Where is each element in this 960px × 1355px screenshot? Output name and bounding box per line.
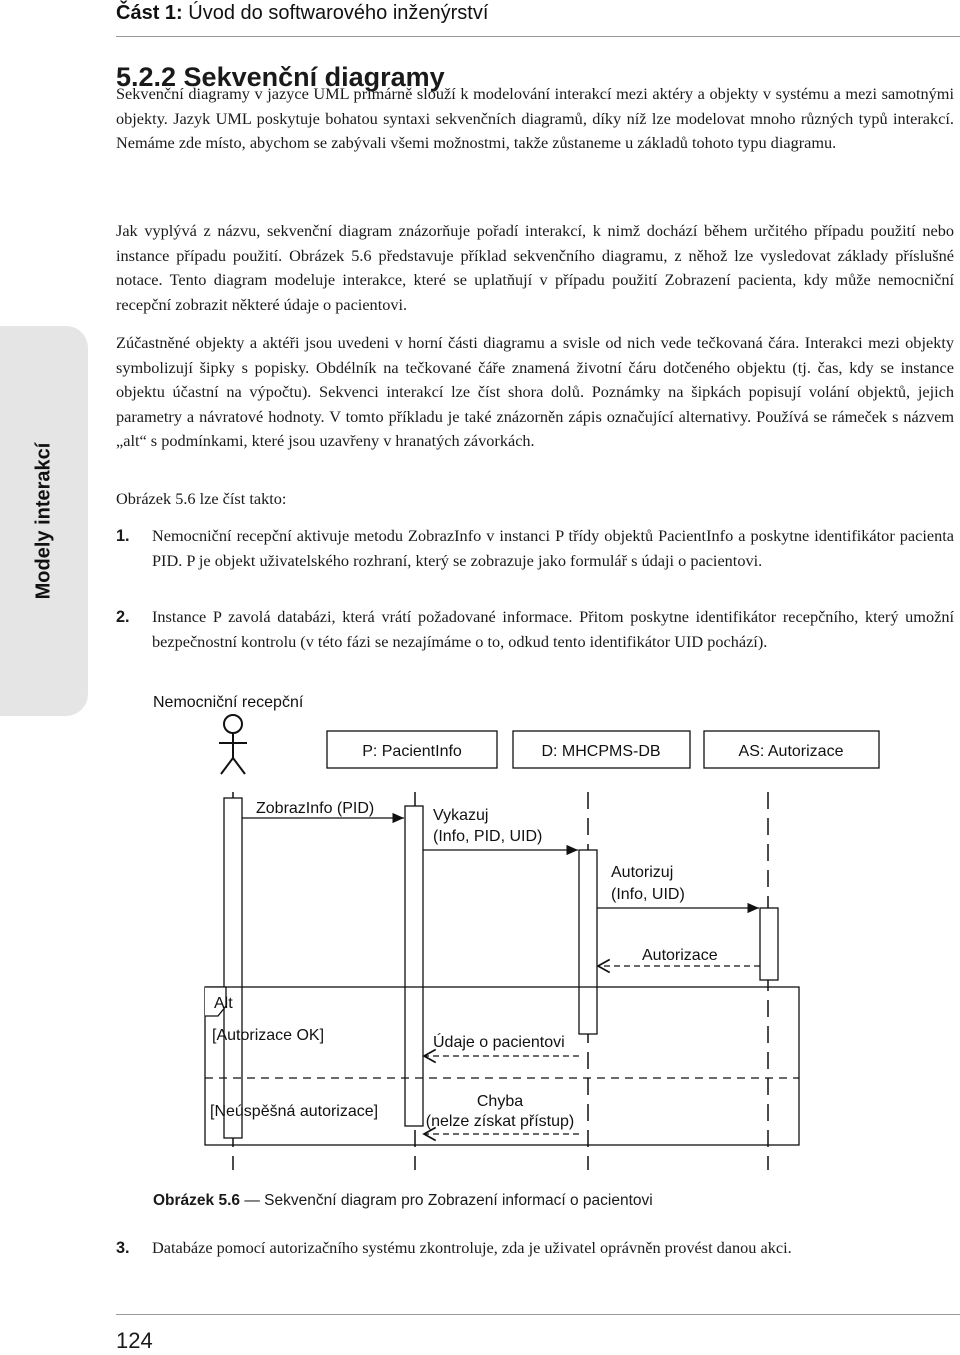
- list-item-2: [116, 605, 954, 654]
- alt-guard-fail: [Neúspěšná autorizace]: [210, 1103, 379, 1120]
- message-label-chyba-2: (nelze získat přístup): [425, 1113, 575, 1130]
- object-box-d: [513, 731, 690, 768]
- list-text: Nemocniční recepční aktivuje metodu ZobrazInfo v instanci P třídy objektů PacientInfo a poskytne identifikátor pacienta PID. P je objekt uživatelského rozhraní, který se zobrazuje jako formulář s údaji o pacientovi.: [152, 526, 954, 570]
- list-text: Databáze pomocí autorizačního systému zkontroluje, zda je uživatel oprávněn provést danou akci.: [152, 1238, 792, 1257]
- header-title: Úvod do softwarového inženýrství: [188, 2, 489, 24]
- object-box-p: [327, 731, 497, 768]
- activation-as: [760, 908, 778, 980]
- message-label-autorizace: Autorizace: [642, 947, 718, 964]
- actor-label: Nemocniční recepční: [153, 694, 304, 711]
- list-number: 2.: [116, 608, 130, 626]
- side-tab-label: Modely interakcí: [32, 442, 55, 600]
- message-label-zobrazinfo: ZobrazInfo (PID): [256, 800, 375, 817]
- figure-caption-label: Obrázek 5.6: [153, 1192, 241, 1209]
- message-label-autorizuj-1: Autorizuj: [611, 864, 674, 881]
- header-part: Část 1:: [116, 2, 183, 24]
- header-rule: [116, 36, 960, 37]
- object-label-as: AS: Autorizace: [738, 743, 844, 760]
- message-label-autorizuj-2: (Info, UID): [611, 886, 685, 903]
- actor-stick-figure-icon: [219, 715, 247, 774]
- caption-dash: —: [244, 1192, 265, 1209]
- object-box-as: [704, 731, 879, 768]
- figure-caption: [153, 1192, 653, 1210]
- list-item-3: [116, 1236, 954, 1261]
- sequence-diagram: [0, 680, 960, 1190]
- message-label-vykazuj-2: (Info, PID, UID): [433, 828, 543, 845]
- message-label-udaje: Údaje o pacientovi: [433, 1034, 565, 1051]
- paragraph-4: Obrázek 5.6 lze číst takto:: [116, 489, 287, 508]
- list-item-1: [116, 524, 954, 573]
- list-number: 3.: [116, 1239, 130, 1257]
- object-label-d: D: MHCPMS-DB: [541, 743, 661, 760]
- activation-actor: [224, 798, 242, 1138]
- list-text: Instance P zavolá databázi, která vrátí požadované informace. Přitom poskytne identifikátor recepčního, který umožní bezpečnostní kontrolu (v této fázi se nezajímáme o to, odkud tento identifikátor UID pochází).: [152, 607, 954, 651]
- section-title: 5.2.2 Sekvenční diagramy: [116, 62, 445, 92]
- footer-rule: [116, 1314, 960, 1315]
- object-label-p: P: PacientInfo: [362, 743, 462, 760]
- paragraph-2: Jak vyplývá z názvu, sekvenční diagram znázorňuje pořadí interakcí, k nimž dochází během určitého případu použití nebo instance případu použití. Obrázek 5.6 představuje příklad sekvenčního diagramu, z něhož lze vysledovat základy příslušné notace. Tento diagram modeluje interakce, které se uplatňují v případu použití Zobrazení pacienta, kdy může nemocniční recepční zobrazit některé údaje o pacientovi.: [116, 221, 954, 314]
- page-number: 124: [116, 1328, 153, 1353]
- paragraph-3: Zúčastněné objekty a aktéři jsou uvedeni v horní části diagramu a svisle od nich vede tečkovaná čára. Interakci mezi objekty symbolizují šipky s popisky. Obdélník na tečkované čáře znamená životní čáru dotčeného objektu (tj. čas, kdy se instance objektu účastní na výpočtu). Sekvenci interakcí lze číst shora dolů. Poznámky na šipkách popisují volání objektů, jejich parametry a návratové hodnoty. V tomto příkladu je také znázorněn zápis označující alternativy. Používá se rámeček s názvem „alt“ s podmínkami, které jsou uzavřeny v hranatých závorkách.: [116, 333, 954, 451]
- alt-guard-ok: [Autorizace OK]: [212, 1027, 325, 1044]
- paragraph-1: Sekvenční diagramy v jazyce UML primárně slouží k modelování interakcí mezi aktéry a objekty v systému a mezi samotnými objekty. Jazyk UML poskytuje bohatou syntaxi sekvenčních diagramů, díky níž lze modelovat mnoho různých typů interakcí. Nemáme zde místo, abychom se zabývali všemi možnostmi, takže zůstaneme u základů tohoto typu diagramu.: [116, 84, 954, 153]
- alt-frame-label: Alt: [214, 995, 233, 1012]
- list-number: 1.: [116, 527, 130, 545]
- message-label-vykazuj-1: Vykazuj: [433, 807, 489, 824]
- running-header: [116, 2, 488, 25]
- message-label-chyba-1: Chyba: [476, 1093, 524, 1110]
- activation-d: [579, 850, 597, 1034]
- side-tab: [0, 326, 88, 716]
- figure-caption-text: Sekvenční diagram pro Zobrazení informací o pacientovi: [264, 1192, 653, 1209]
